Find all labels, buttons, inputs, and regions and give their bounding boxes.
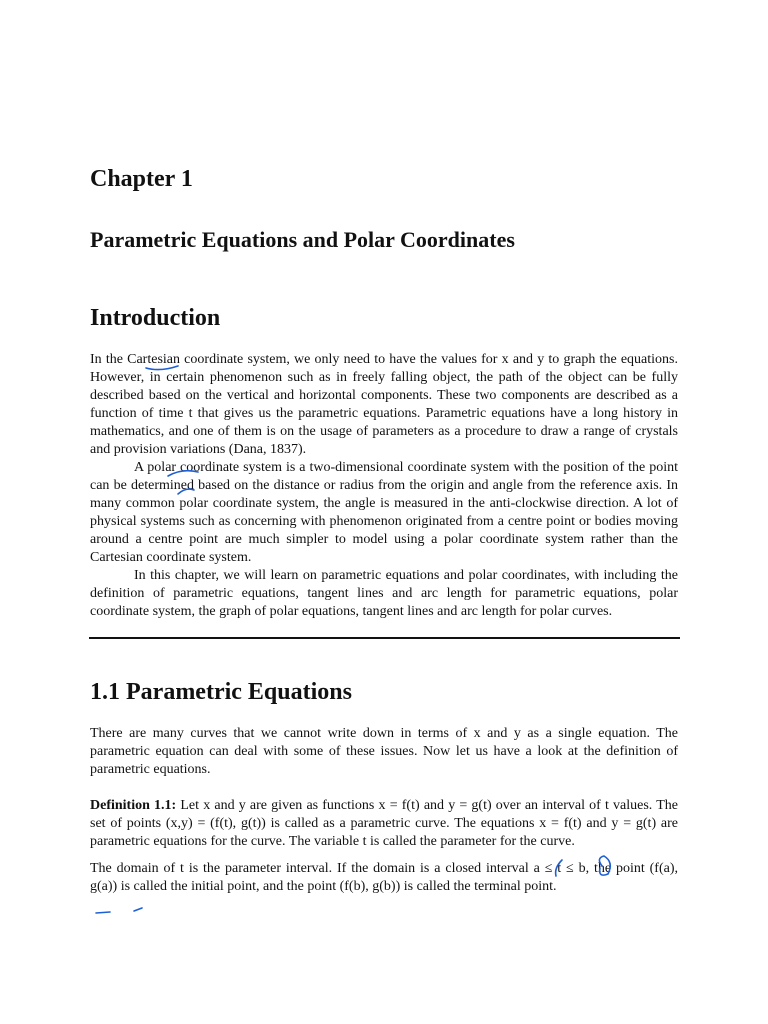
underline-polar-coordinate	[168, 471, 198, 476]
chapter-subtitle: Parametric Equations and Polar Coordinates	[90, 227, 515, 252]
section-heading: 1.1 Parametric Equations	[90, 679, 352, 705]
introduction-paragraph-1: In the Cartesian coordinate system, we only need to have the values for x and y to graph the equations. However, in certain phenomenon such as in freely falling object, the path of the object can be fully described based on the vertical and horizontal components. These two components are described as a function of time t that gives us the parametric equations. Parametric equations have a long history in mathematics, and one of them is on the usage of parameters as a procedure to draw a range of crystals and provision variations (Dana, 1837).	[90, 352, 678, 457]
dash-mark-2	[134, 908, 142, 911]
introduction-heading: Introduction	[90, 305, 221, 331]
introduction-paragraph-2: A polar coordinate system is a two-dimensional coordinate system with the position of the point can be determined based on the distance or radius from the origin and angle from the reference axis. In many common polar coordinate system, the angle is measured in the anti-clockwise direction. A lot of physical systems such as concerning with phenomenon originated from a centre point or bodies moving around a centre point are much simpler to model using a polar coordinate system rather than the Cartesian coordinate system.	[90, 460, 678, 565]
dash-mark-1	[96, 912, 110, 913]
interval-bracket-left	[556, 860, 562, 876]
circle-b	[599, 856, 610, 875]
introduction-paragraph-3: In this chapter, we will learn on parametric equations and polar coordinates, with including the definition of parametric equations, tangent lines and arc length for parametric equations, polar coordinate system, the graph of polar equations, tangent lines and arc length for polar curves.	[90, 568, 678, 619]
definition-label: Definition 1.1:	[90, 798, 177, 813]
definition-text: Let x and y are given as functions x = f(t) and y = g(t) over an interval of t values. The set of points (x,y) = (f(t), g(t)) is called as a parametric curve. The equations x = f(t) and y = g(t) are parametric equations for the curve. The variable t is called the parameter for the curve.	[90, 798, 678, 849]
underline-be	[178, 489, 194, 494]
section-paragraph-1: There are many curves that we cannot write down in terms of x and y as a single equation. The parametric equation can deal with some of these issues. Now let us have a look at the definition of parametric equations.	[90, 726, 678, 777]
definition-paragraph-2: The domain of t is the parameter interval. If the domain is a closed interval a ≤ t ≤ b, the point (f(a), g(a)) is called the initial point, and the point (f(b), g(b)) is called the terminal point.	[90, 861, 678, 894]
underline-cartesian	[146, 366, 178, 370]
chapter-title: Chapter 1	[90, 166, 193, 192]
